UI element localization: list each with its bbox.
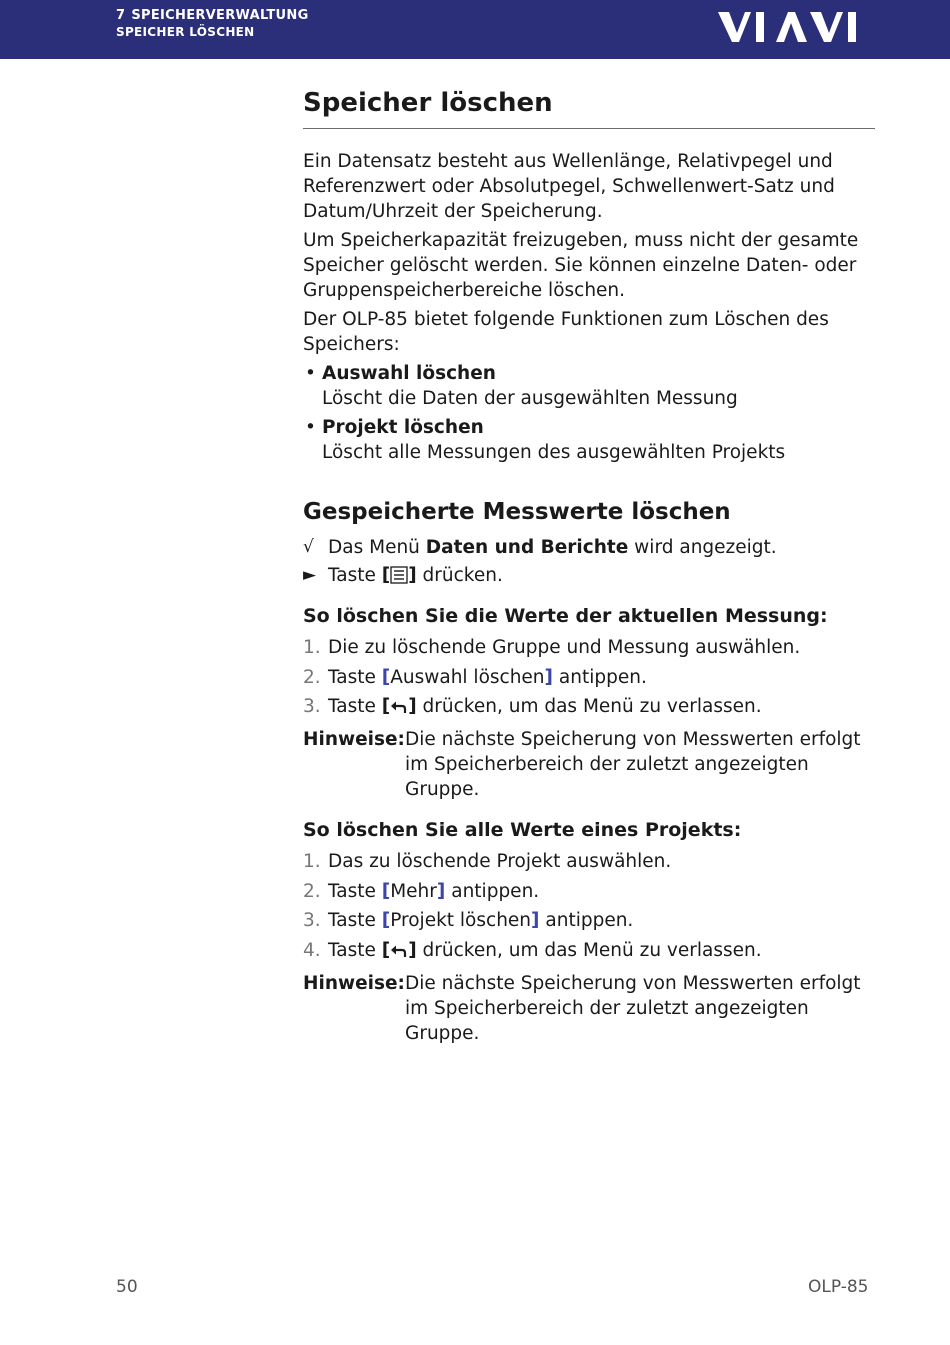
back-icon <box>390 943 408 959</box>
bullet-icon: • <box>305 363 316 384</box>
bullet-icon: • <box>305 417 316 438</box>
step-prefix: Taste <box>328 910 382 931</box>
step-number: 1. <box>303 851 321 872</box>
softkey-label: Mehr <box>390 880 437 902</box>
note-label: Hinweise: <box>303 972 405 994</box>
page-number: 50 <box>116 1277 138 1297</box>
bracket-open: [ <box>381 939 391 961</box>
step-item <box>303 849 875 874</box>
list-item-title: Projekt löschen <box>322 417 484 438</box>
step-suffix: drücken, um das Menü zu verlassen. <box>416 696 762 717</box>
step-number: 1. <box>303 637 321 658</box>
step-item <box>303 665 875 690</box>
page-title: Speicher löschen <box>303 88 553 118</box>
step-suffix: antippen. <box>539 910 634 931</box>
chapter-heading <box>116 8 309 23</box>
step-suffix: antippen. <box>445 880 540 902</box>
list-item <box>303 415 875 465</box>
section-heading: SPEICHER LÖSCHEN <box>116 25 255 39</box>
softkey-bracket-open: [ <box>381 910 391 931</box>
intro-paragraph-3: Der OLP-85 bietet folgende Funktionen zum Löschen des Speichers: <box>303 309 829 355</box>
note-block <box>303 727 875 802</box>
subsection-title: So löschen Sie die Werte der aktuellen Messung: <box>303 605 828 627</box>
bracket-close: ] <box>408 939 417 961</box>
chapter-title: SPEICHERVERWALTUNG <box>131 8 309 23</box>
step-prefix: Taste <box>328 880 382 902</box>
bracket-open: [ <box>381 565 391 586</box>
menu-icon <box>390 566 408 584</box>
softkey-bracket-close: ] <box>531 910 540 931</box>
product-name: OLP-85 <box>808 1277 869 1297</box>
step-number: 2. <box>303 666 321 688</box>
note-label: Hinweise: <box>303 729 405 750</box>
menu-name: Daten und Berichte <box>425 537 629 558</box>
softkey-label: Auswahl löschen <box>390 666 545 688</box>
action-row <box>303 563 875 588</box>
step-prefix: Taste <box>328 696 382 717</box>
precondition-suffix: wird angezeigt. <box>628 537 777 558</box>
list-item <box>303 361 875 411</box>
subsection-title: So löschen Sie alle Werte eines Projekts: <box>303 819 742 841</box>
bracket-close: ] <box>408 565 417 586</box>
chapter-number: 7 <box>116 8 126 23</box>
checkmark-icon: √ <box>303 537 314 557</box>
softkey-bracket-close: ] <box>436 880 446 902</box>
section-title: Gespeicherte Messwerte löschen <box>303 499 731 525</box>
softkey-bracket-open: [ <box>381 880 391 902</box>
note-block <box>303 971 875 1046</box>
step-suffix: antippen. <box>553 666 647 688</box>
header-bar <box>0 0 950 59</box>
intro-paragraph-1: Ein Datensatz besteht aus Wellenlänge, Relativpegel und Referenzwert oder Absolutpegel, Schwellenwert-Satz und Datum/Uhrzeit der Speicherung. <box>303 151 835 222</box>
softkey-bracket-close: ] <box>544 666 554 688</box>
precondition-text: Das Menü <box>328 537 426 558</box>
steps-list <box>303 849 875 963</box>
precondition-row <box>303 535 875 560</box>
step-item <box>303 908 875 933</box>
step-suffix: drücken, um das Menü zu verlassen. <box>416 939 762 961</box>
intro-paragraph-2: Um Speicherkapazität freizugeben, muss nicht der gesamte Speicher gelöscht werden. Sie können einzelne Daten- oder Gruppenspeicherbereiche löschen. <box>303 230 859 301</box>
step-number: 4. <box>303 939 321 961</box>
viavi-logo <box>718 11 876 43</box>
step-item <box>303 938 875 963</box>
step-item <box>303 694 875 719</box>
function-list <box>303 361 875 465</box>
action-prefix: Taste <box>328 565 382 586</box>
arrow-right-icon: ► <box>303 565 317 585</box>
step-item <box>303 635 875 660</box>
note-text: Die nächste Speicherung von Messwerten erfolgt im Speicherbereich der zuletzt angezeigten Gruppe. <box>405 972 861 1044</box>
step-prefix: Taste <box>328 666 382 688</box>
bracket-close: ] <box>408 696 417 717</box>
list-item-title: Auswahl löschen <box>322 363 496 384</box>
bracket-open: [ <box>381 696 391 717</box>
softkey-bracket-open: [ <box>381 666 391 688</box>
step-item <box>303 879 875 904</box>
note-text: Die nächste Speicherung von Messwerten erfolgt im Speicherbereich der zuletzt angezeigten Gruppe. <box>405 729 861 800</box>
back-icon <box>390 699 408 715</box>
step-prefix: Taste <box>328 939 382 961</box>
softkey-label: Projekt löschen <box>390 910 532 931</box>
page-content <box>303 86 875 1054</box>
steps-list <box>303 635 875 719</box>
list-item-desc: Löscht alle Messungen des ausgewählten Projekts <box>322 442 786 463</box>
step-text: Die zu löschende Gruppe und Messung auswählen. <box>328 637 801 658</box>
step-number: 3. <box>303 696 321 717</box>
step-number: 2. <box>303 880 321 902</box>
list-item-desc: Löscht die Daten der ausgewählten Messung <box>322 388 738 409</box>
action-suffix: drücken. <box>416 565 503 586</box>
title-rule <box>303 128 875 129</box>
step-text: Das zu löschende Projekt auswählen. <box>328 851 672 872</box>
step-number: 3. <box>303 910 321 931</box>
